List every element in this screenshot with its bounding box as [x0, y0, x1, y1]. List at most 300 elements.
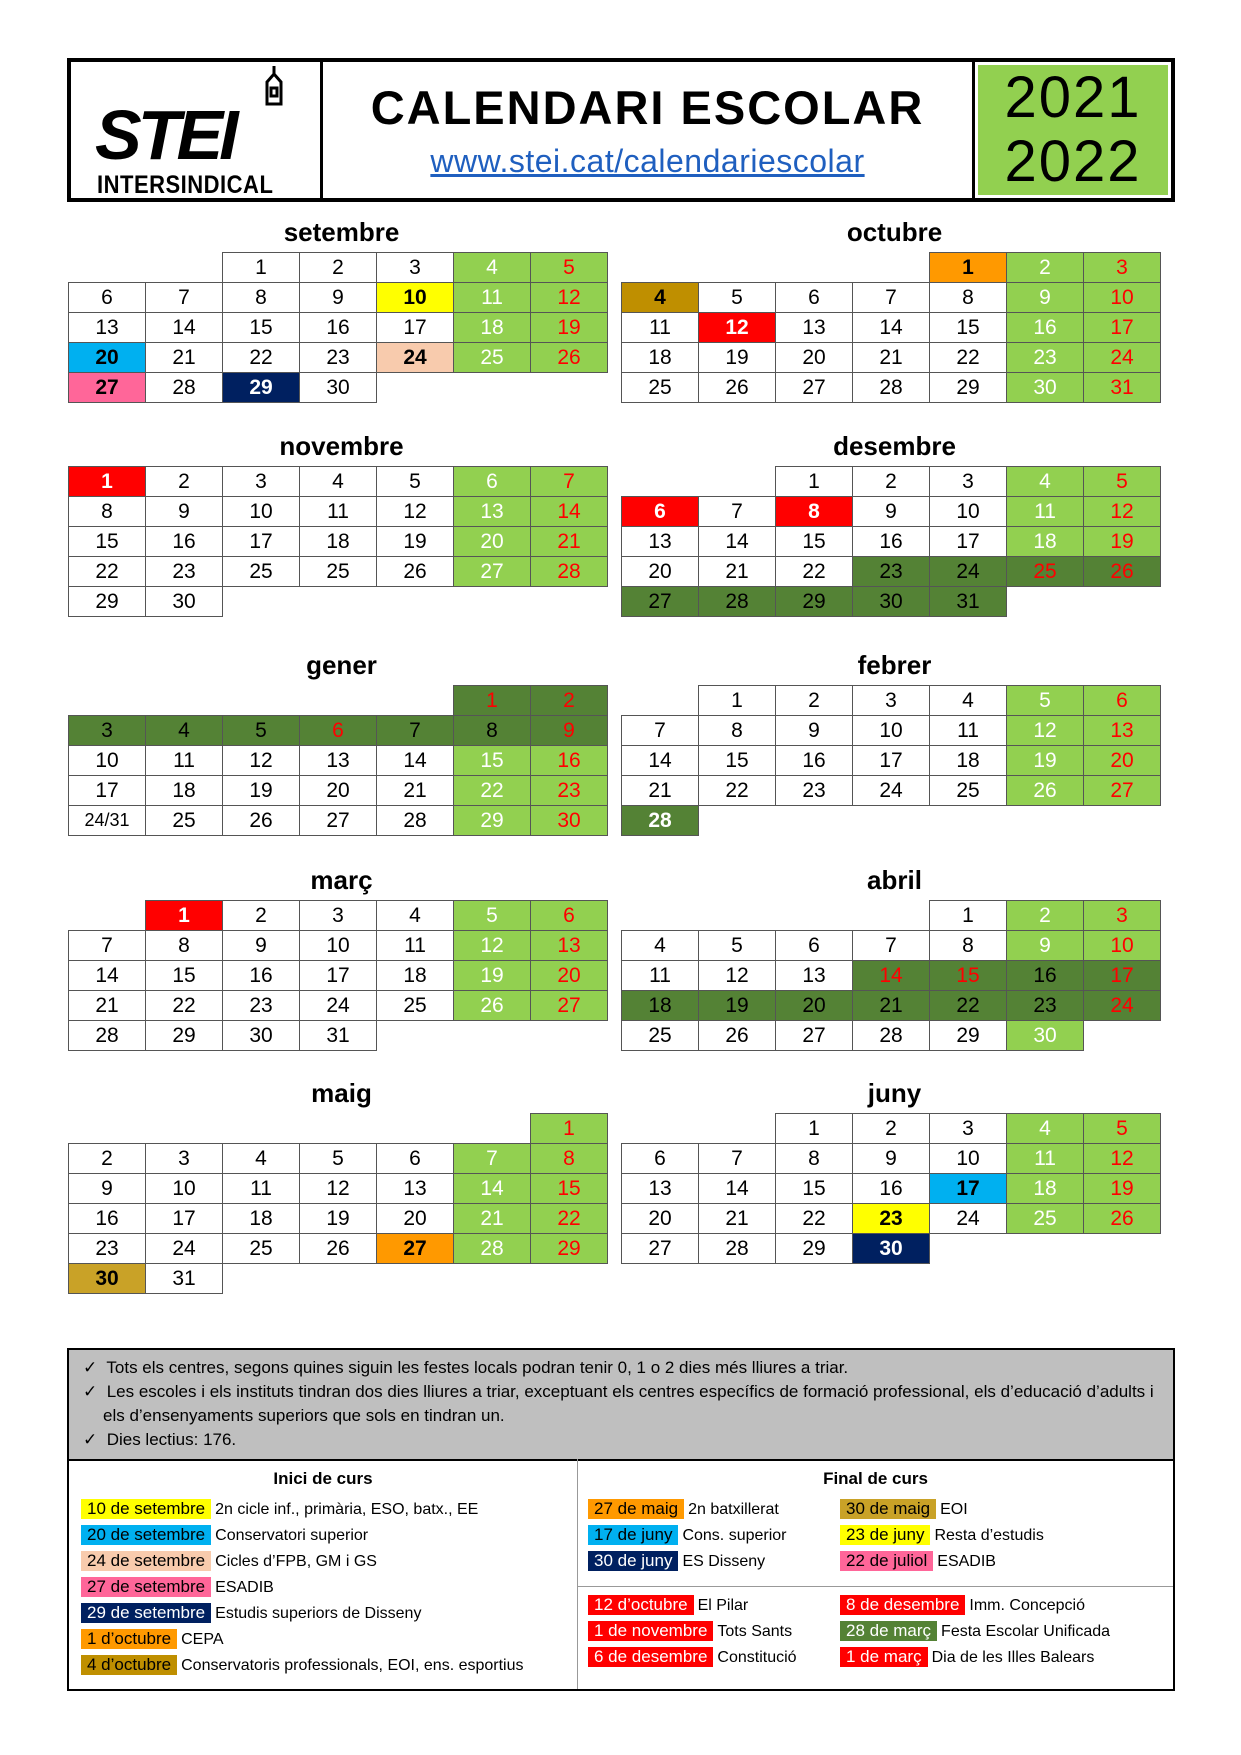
day-cell: 24 — [930, 1204, 1007, 1234]
day-cell: 22 — [776, 557, 853, 587]
day-cell: 14 — [454, 1174, 531, 1204]
day-cell: 8 — [223, 283, 300, 313]
day-cell: 11 — [223, 1174, 300, 1204]
day-cell: 21 — [622, 776, 699, 806]
legend-description: ESADIB — [215, 1579, 274, 1596]
day-cell: 1 — [146, 901, 223, 931]
legend-description: Conservatori superior — [215, 1527, 369, 1544]
day-cell: 5 — [531, 253, 608, 283]
legend-item — [81, 1603, 421, 1623]
day-cell: 12 — [223, 746, 300, 776]
day-cell: 13 — [622, 527, 699, 557]
day-cell: 27 — [622, 587, 699, 617]
note-item: ✓ Les escoles i els instituts tindran dos dies lliures a triar, exceptuant els centres específics de formació professional, els d’educació d’adults i els d’ensenyaments superiors que sols en tindran un. — [83, 1382, 1154, 1425]
day-cell: 25 — [622, 1021, 699, 1051]
legend-item — [81, 1551, 377, 1571]
day-cell: 16 — [776, 746, 853, 776]
day-cell: 26 — [454, 991, 531, 1021]
legend-description: Cicles d’FPB, GM i GS — [215, 1553, 377, 1570]
day-cell: 26 — [377, 557, 454, 587]
day-cell: 27 — [69, 373, 146, 403]
day-cell: 29 — [776, 1234, 853, 1264]
day-cell: 2 — [69, 1144, 146, 1174]
day-cell: 3 — [1084, 253, 1161, 283]
day-cell: 29 — [454, 806, 531, 836]
day-cell: 19 — [300, 1204, 377, 1234]
legend-date-tag: 8 de desembre — [840, 1595, 965, 1615]
day-cell: 20 — [1084, 746, 1161, 776]
day-cell: 3 — [223, 467, 300, 497]
day-cell: 16 — [300, 313, 377, 343]
day-cell: 28 — [531, 557, 608, 587]
day-cell: 6 — [776, 283, 853, 313]
day-cell: 10 — [223, 497, 300, 527]
day-cell: 19 — [1084, 527, 1161, 557]
day-cell: 17 — [1084, 961, 1161, 991]
day-cell: 9 — [1007, 283, 1084, 313]
day-cell: 5 — [454, 901, 531, 931]
legend-item — [81, 1655, 524, 1675]
day-cell: 27 — [776, 373, 853, 403]
day-cell: 28 — [69, 1021, 146, 1051]
day-cell: 9 — [69, 1174, 146, 1204]
day-cell: 16 — [853, 1174, 930, 1204]
day-cell: 10 — [69, 746, 146, 776]
day-cell: 22 — [223, 343, 300, 373]
day-cell: 10 — [146, 1174, 223, 1204]
month-desembre — [621, 431, 1168, 617]
day-cell: 18 — [1007, 527, 1084, 557]
day-cell: 15 — [776, 527, 853, 557]
day-cell: 2 — [223, 901, 300, 931]
day-cell: 14 — [699, 527, 776, 557]
day-cell: 23 — [1007, 991, 1084, 1021]
day-cell: 21 — [853, 343, 930, 373]
day-cell: 1 — [69, 467, 146, 497]
day-cell: 21 — [531, 527, 608, 557]
day-cell: 28 — [146, 373, 223, 403]
legend-item — [588, 1595, 748, 1615]
day-cell: 18 — [930, 746, 1007, 776]
day-cell: 1 — [454, 686, 531, 716]
month-title: juny — [867, 1078, 922, 1108]
day-cell: 18 — [223, 1204, 300, 1234]
day-cell: 14 — [531, 497, 608, 527]
day-cell: 28 — [699, 587, 776, 617]
day-cell: 3 — [853, 686, 930, 716]
day-cell: 9 — [531, 716, 608, 746]
day-cell: 9 — [853, 1144, 930, 1174]
legend-date-tag: 22 de juliol — [840, 1551, 933, 1571]
legend-date-tag: 4 d’octubre — [81, 1655, 177, 1675]
legend-date-tag: 28 de març — [840, 1621, 937, 1641]
day-cell: 30 — [853, 1234, 930, 1264]
day-cell: 13 — [69, 313, 146, 343]
day-cell: 20 — [622, 557, 699, 587]
day-cell: 16 — [853, 527, 930, 557]
day-cell: 27 — [1084, 776, 1161, 806]
day-cell: 14 — [699, 1174, 776, 1204]
day-cell: 7 — [853, 931, 930, 961]
day-cell: 6 — [454, 467, 531, 497]
day-cell: 3 — [930, 467, 1007, 497]
day-cell: 20 — [454, 527, 531, 557]
month-abril — [621, 865, 1168, 1051]
legend — [67, 1459, 1175, 1691]
day-cell: 24 — [300, 991, 377, 1021]
day-cell: 18 — [300, 527, 377, 557]
month-title: setembre — [283, 217, 400, 247]
day-cell: 11 — [1007, 1144, 1084, 1174]
day-cell: 18 — [1007, 1174, 1084, 1204]
day-cell: 11 — [454, 283, 531, 313]
day-cell: 15 — [776, 1174, 853, 1204]
legend-item — [840, 1595, 1085, 1615]
day-cell: 15 — [146, 961, 223, 991]
legend-date-tag: 12 d’octubre — [588, 1595, 694, 1615]
day-cell: 20 — [377, 1204, 454, 1234]
legend-item — [588, 1525, 787, 1545]
day-cell: 12 — [1007, 716, 1084, 746]
day-cell: 29 — [531, 1234, 608, 1264]
day-cell: 4 — [930, 686, 1007, 716]
day-cell: 6 — [1084, 686, 1161, 716]
legend-item — [588, 1647, 797, 1667]
day-cell: 11 — [622, 961, 699, 991]
day-cell: 23 — [69, 1234, 146, 1264]
day-cell: 27 — [776, 1021, 853, 1051]
day-cell: 8 — [454, 716, 531, 746]
day-cell: 19 — [223, 776, 300, 806]
day-cell: 1 — [223, 253, 300, 283]
day-cell: 12 — [454, 931, 531, 961]
month-title: novembre — [279, 431, 404, 461]
day-cell: 22 — [531, 1204, 608, 1234]
day-cell: 11 — [1007, 497, 1084, 527]
day-cell: 24 — [930, 557, 1007, 587]
day-cell: 20 — [69, 343, 146, 373]
day-cell: 1 — [776, 1114, 853, 1144]
day-cell: 15 — [930, 961, 1007, 991]
legend-description: CEPA — [181, 1631, 224, 1648]
legend-description: ESADIB — [937, 1553, 996, 1570]
day-cell: 30 — [146, 587, 223, 617]
day-cell: 23 — [1007, 343, 1084, 373]
note-item: ✓ Dies lectius: 176. — [83, 1430, 237, 1449]
day-cell: 3 — [146, 1144, 223, 1174]
day-cell: 4 — [223, 1144, 300, 1174]
day-cell: 18 — [146, 776, 223, 806]
day-cell: 8 — [930, 283, 1007, 313]
legend-item — [840, 1647, 1094, 1667]
day-cell: 9 — [146, 497, 223, 527]
day-cell: 16 — [531, 746, 608, 776]
day-cell: 23 — [146, 557, 223, 587]
day-cell: 25 — [300, 557, 377, 587]
legend-description: Tots Sants — [717, 1623, 793, 1640]
day-cell: 22 — [930, 343, 1007, 373]
day-cell: 10 — [377, 283, 454, 313]
day-cell: 10 — [1084, 931, 1161, 961]
day-cell: 24 — [1084, 991, 1161, 1021]
day-cell: 14 — [377, 746, 454, 776]
day-cell: 26 — [699, 1021, 776, 1051]
day-cell: 6 — [300, 716, 377, 746]
legend-description: Cons. superior — [682, 1527, 787, 1544]
day-cell: 7 — [699, 1144, 776, 1174]
day-cell: 10 — [930, 1144, 1007, 1174]
day-cell: 15 — [69, 527, 146, 557]
legend-description: ES Disseny — [682, 1553, 766, 1570]
day-cell: 21 — [454, 1204, 531, 1234]
day-cell: 25 — [1007, 1204, 1084, 1234]
month-title: desembre — [833, 431, 956, 461]
day-cell: 8 — [531, 1144, 608, 1174]
day-cell: 18 — [377, 961, 454, 991]
year-start: 2021 — [1004, 65, 1142, 130]
day-cell: 25 — [223, 1234, 300, 1264]
day-cell: 17 — [930, 1174, 1007, 1204]
day-cell: 24 — [1084, 343, 1161, 373]
day-cell: 22 — [699, 776, 776, 806]
day-cell: 3 — [1084, 901, 1161, 931]
day-cell: 16 — [1007, 313, 1084, 343]
day-cell: 1 — [699, 686, 776, 716]
day-cell: 10 — [1084, 283, 1161, 313]
day-cell: 2 — [1007, 901, 1084, 931]
day-cell: 12 — [699, 313, 776, 343]
legend-description: Resta d’estudis — [934, 1527, 1044, 1544]
day-cell: 18 — [454, 313, 531, 343]
day-cell: 7 — [377, 716, 454, 746]
day-cell: 4 — [146, 716, 223, 746]
day-cell: 19 — [1007, 746, 1084, 776]
day-cell: 30 — [853, 587, 930, 617]
day-cell: 12 — [300, 1174, 377, 1204]
day-cell: 15 — [930, 313, 1007, 343]
day-cell: 12 — [1084, 497, 1161, 527]
day-cell: 3 — [930, 1114, 1007, 1144]
day-cell: 9 — [1007, 931, 1084, 961]
legend-date-tag: 1 d’octubre — [81, 1629, 177, 1649]
legend-date-tag: 1 de novembre — [588, 1621, 713, 1641]
day-cell: 27 — [454, 557, 531, 587]
day-cell: 29 — [69, 587, 146, 617]
day-cell: 3 — [300, 901, 377, 931]
day-cell: 30 — [1007, 1021, 1084, 1051]
day-cell: 22 — [69, 557, 146, 587]
day-cell: 16 — [1007, 961, 1084, 991]
day-cell: 9 — [853, 497, 930, 527]
day-cell: 8 — [146, 931, 223, 961]
day-cell: 8 — [699, 716, 776, 746]
day-cell: 11 — [300, 497, 377, 527]
legend-date-tag: 27 de maig — [588, 1499, 684, 1519]
day-cell: 31 — [146, 1264, 223, 1294]
day-cell: 5 — [699, 283, 776, 313]
day-cell: 31 — [1084, 373, 1161, 403]
day-cell: 23 — [853, 557, 930, 587]
day-cell: 15 — [454, 746, 531, 776]
day-cell: 2 — [1007, 253, 1084, 283]
day-cell: 25 — [146, 806, 223, 836]
day-cell: 18 — [622, 343, 699, 373]
day-cell: 4 — [1007, 1114, 1084, 1144]
legend-item — [840, 1525, 1044, 1545]
day-cell: 18 — [622, 991, 699, 1021]
month-title: octubre — [846, 217, 943, 247]
day-cell: 25 — [223, 557, 300, 587]
day-cell: 28 — [377, 806, 454, 836]
day-cell: 24 — [853, 776, 930, 806]
month-juny — [621, 1078, 1168, 1264]
day-cell: 29 — [930, 373, 1007, 403]
month-gener — [68, 650, 615, 836]
day-cell: 30 — [531, 806, 608, 836]
day-cell: 23 — [853, 1204, 930, 1234]
day-cell: 3 — [69, 716, 146, 746]
day-cell: 7 — [531, 467, 608, 497]
day-cell: 30 — [1007, 373, 1084, 403]
bell-tower-icon — [259, 66, 289, 106]
day-cell: 25 — [1007, 557, 1084, 587]
stei-logo — [71, 62, 323, 198]
legend-date-tag: 27 de setembre — [81, 1577, 211, 1597]
day-cell: 26 — [699, 373, 776, 403]
legend-date-tag: 30 de juny — [588, 1551, 678, 1571]
month-maig — [68, 1078, 615, 1294]
day-cell: 14 — [622, 746, 699, 776]
day-cell: 23 — [531, 776, 608, 806]
legend-date-tag: 30 de maig — [840, 1499, 936, 1519]
day-cell: 11 — [146, 746, 223, 776]
legend-description: Constitució — [717, 1649, 797, 1666]
legend-item — [588, 1499, 779, 1519]
day-cell: 4 — [300, 467, 377, 497]
day-cell: 14 — [853, 961, 930, 991]
day-cell: 2 — [146, 467, 223, 497]
legend-date-tag: 1 de març — [840, 1647, 928, 1667]
legend-description: EOI — [940, 1501, 968, 1518]
day-cell: 12 — [377, 497, 454, 527]
month-title: maig — [311, 1078, 372, 1108]
day-cell: 14 — [146, 313, 223, 343]
day-cell: 4 — [1007, 467, 1084, 497]
day-cell: 27 — [531, 991, 608, 1021]
legend-item — [840, 1621, 1110, 1641]
legend-date-tag: 29 de setembre — [81, 1603, 211, 1623]
day-cell: 2 — [776, 686, 853, 716]
day-cell: 29 — [776, 587, 853, 617]
day-cell: 26 — [223, 806, 300, 836]
day-cell: 31 — [930, 587, 1007, 617]
day-cell: 1 — [930, 253, 1007, 283]
month-novembre — [68, 431, 615, 617]
logo-subtext: INTERSINDICAL — [97, 170, 274, 199]
day-cell: 13 — [531, 931, 608, 961]
end-of-course-title: Final de curs — [823, 1469, 928, 1488]
day-cell: 31 — [300, 1021, 377, 1051]
legend-date-tag: 20 de setembre — [81, 1525, 211, 1545]
day-cell: 5 — [1084, 467, 1161, 497]
day-cell: 17 — [853, 746, 930, 776]
day-cell: 4 — [622, 931, 699, 961]
day-cell: 23 — [776, 776, 853, 806]
day-cell: 20 — [776, 343, 853, 373]
day-cell: 20 — [531, 961, 608, 991]
day-cell: 16 — [223, 961, 300, 991]
day-cell: 20 — [776, 991, 853, 1021]
day-cell: 11 — [377, 931, 454, 961]
day-cell: 8 — [930, 931, 1007, 961]
day-cell: 28 — [622, 806, 699, 836]
day-cell: 13 — [377, 1174, 454, 1204]
day-cell: 21 — [699, 557, 776, 587]
day-cell: 19 — [531, 313, 608, 343]
day-cell: 8 — [776, 1144, 853, 1174]
website-link[interactable]: www.stei.cat/calendariescolar — [430, 143, 865, 179]
legend-item — [588, 1551, 765, 1571]
day-cell: 10 — [930, 497, 1007, 527]
day-cell: 6 — [622, 497, 699, 527]
day-cell: 21 — [146, 343, 223, 373]
day-cell: 24/31 — [69, 806, 146, 836]
day-cell: 17 — [377, 313, 454, 343]
day-cell: 26 — [300, 1234, 377, 1264]
legend-date-tag: 24 de setembre — [81, 1551, 211, 1571]
day-cell: 7 — [454, 1144, 531, 1174]
legend-item — [840, 1551, 996, 1571]
day-cell: 17 — [146, 1204, 223, 1234]
day-cell: 4 — [377, 901, 454, 931]
day-cell: 10 — [300, 931, 377, 961]
day-cell: 12 — [699, 961, 776, 991]
day-cell: 5 — [1007, 686, 1084, 716]
day-cell: 28 — [853, 373, 930, 403]
day-cell: 17 — [300, 961, 377, 991]
day-cell: 8 — [776, 497, 853, 527]
day-cell: 30 — [223, 1021, 300, 1051]
day-cell: 24 — [146, 1234, 223, 1264]
day-cell: 22 — [776, 1204, 853, 1234]
day-cell: 28 — [699, 1234, 776, 1264]
day-cell: 19 — [699, 343, 776, 373]
day-cell: 21 — [699, 1204, 776, 1234]
legend-description: Conservatoris professionals, EOI, ens. esportius — [181, 1657, 524, 1674]
day-cell: 6 — [622, 1144, 699, 1174]
legend-item — [81, 1629, 224, 1649]
legend-description: Estudis superiors de Disseny — [215, 1605, 422, 1622]
day-cell: 1 — [776, 467, 853, 497]
day-cell: 19 — [377, 527, 454, 557]
day-cell: 11 — [930, 716, 1007, 746]
day-cell: 10 — [853, 716, 930, 746]
day-cell: 29 — [146, 1021, 223, 1051]
day-cell: 11 — [622, 313, 699, 343]
day-cell: 19 — [699, 991, 776, 1021]
day-cell: 13 — [776, 313, 853, 343]
legend-date-tag: 23 de juny — [840, 1525, 930, 1545]
header — [67, 58, 1175, 202]
logo-text: STEI — [95, 96, 235, 174]
day-cell: 1 — [930, 901, 1007, 931]
day-cell: 13 — [622, 1174, 699, 1204]
day-cell: 5 — [300, 1144, 377, 1174]
day-cell: 13 — [1084, 716, 1161, 746]
legend-date-tag: 10 de setembre — [81, 1499, 211, 1519]
day-cell: 15 — [699, 746, 776, 776]
day-cell: 26 — [1084, 557, 1161, 587]
